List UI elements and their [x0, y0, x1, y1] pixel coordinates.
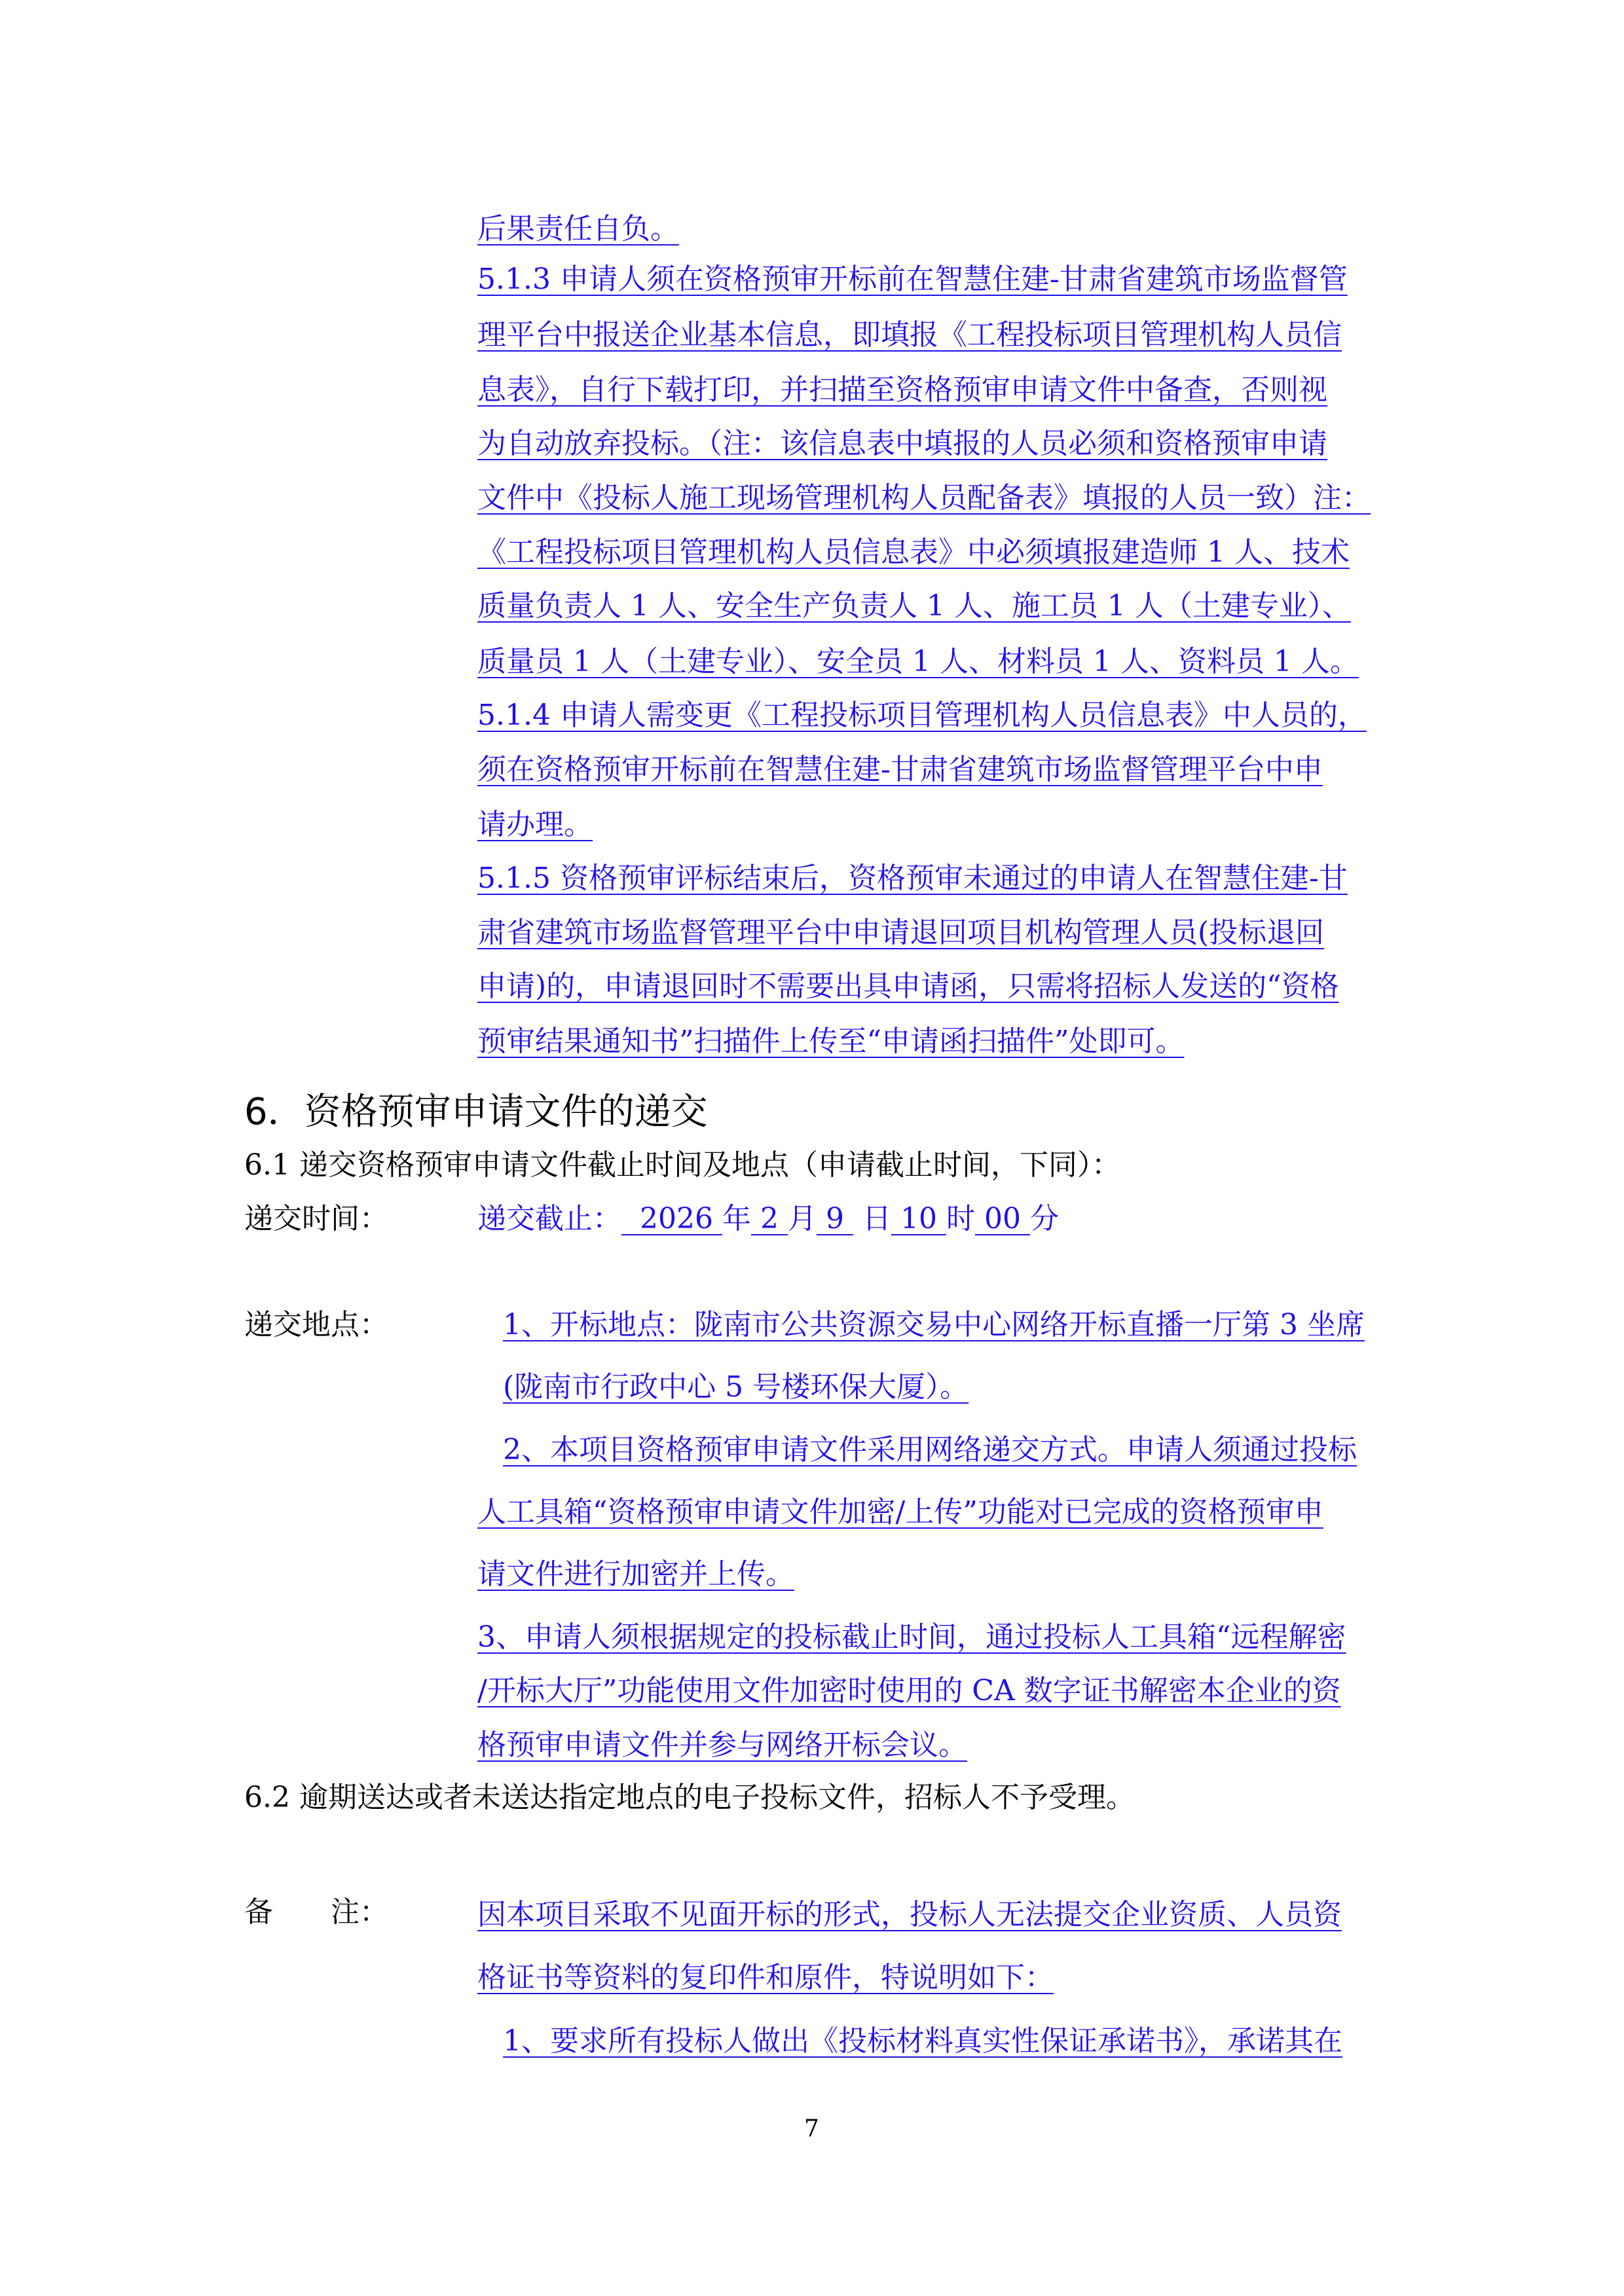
minute-blank: 00	[984, 1202, 1021, 1235]
submission-time-value	[477, 1201, 1376, 1237]
clause-line: 须在资格预审开标前在智慧住建-甘肃省建筑市场监督管理平台中申	[477, 753, 1323, 786]
clause-line: 请办理。	[477, 808, 593, 841]
month-blank: 2	[760, 1202, 779, 1235]
clause-line: 肃省建筑市场监督管理平台中申请退回项目机构管理人员(投标退回	[477, 916, 1325, 949]
clause-line: 质量负责人 1 人、安全生产负责人 1 人、施工员 1 人（土建专业）、	[477, 589, 1351, 623]
clause-5-1-3-line: 5.1.3 申请人须在资格预审开标前在智慧住建-甘肃省建筑市场监督管	[477, 263, 1348, 296]
clause-5-1-4-line: 5.1.4 申请人需变更《工程投标项目管理机构人员信息表》中人员的，	[477, 699, 1367, 732]
clause-line: 后果责任自负。	[477, 212, 679, 246]
clause-6-1: 6.1 递交资格预审申请文件截止时间及地点（申请截止时间，下同）：	[244, 1148, 1120, 1182]
clause-line: 《工程投标项目管理机构人员信息表》中必须填报建造师 1 人、技术	[477, 536, 1350, 569]
year-blank: 2026	[639, 1202, 713, 1235]
submission-place-label: 递交地点：	[244, 1308, 388, 1341]
remarks-line: 1、要求所有投标人做出《投标材料真实性保证承诺书》，承诺其在	[503, 2024, 1342, 2058]
hour-blank: 10	[900, 1202, 937, 1235]
page-number: 7	[804, 2115, 819, 2142]
remarks-label: 备 注：	[244, 1895, 388, 1929]
remarks-line: 因本项目采取不见面开标的形式，投标人无法提交企业资质、人员资	[477, 1898, 1342, 1931]
submission-time-label: 递交时间：	[244, 1202, 388, 1235]
place-line: 2、本项目资格预审申请文件采用网络递交方式。申请人须通过投标	[503, 1433, 1357, 1467]
day-blank: 9	[825, 1202, 844, 1235]
place-line: /开标大厅”功能使用文件加密时使用的 CA 数字证书解密本企业的资	[477, 1674, 1341, 1707]
clause-line: 理平台中报送企业基本信息，即填报《工程投标项目管理机构人员信	[477, 318, 1342, 352]
remarks-line: 格证书等资料的复印件和原件，特说明如下：	[477, 1961, 1054, 1994]
month-unit: 月	[787, 1202, 817, 1235]
clause-line: 申请)的，申请退回时不需要出具申请函，只需将招标人发送的“资格	[477, 970, 1339, 1003]
minute-unit: 分	[1029, 1202, 1059, 1235]
place-line: (陇南市行政中心 5 号楼环保大厦）。	[503, 1370, 969, 1404]
clause-line: 文件中《投标人施工现场管理机构人员配备表》填报的人员一致）注：	[477, 481, 1371, 515]
clause-line: 为自动放弃投标。（注：该信息表中填报的人员必须和资格预审申请	[477, 427, 1327, 460]
place-line: 格预审申请文件并参与网络开标会议。	[477, 1728, 967, 1762]
place-line: 1、开标地点：陇南市公共资源交易中心网络开标直播一厅第 3 坐席	[503, 1308, 1365, 1341]
clause-5-1-5-line: 5.1.5 资格预审评标结束后，资格预审未通过的申请人在智慧住建-甘	[477, 862, 1348, 895]
clause-line: 息表》，自行下载打印，并扫描至资格预审申请文件中备查，否则视	[477, 373, 1327, 407]
deadline-prefix: 递交截止：	[477, 1202, 621, 1235]
place-line: 人工具箱“资格预审申请文件加密/上传”功能对已完成的资格预审申	[477, 1495, 1323, 1529]
place-line: 3、申请人须根据规定的投标截止时间，通过投标人工具箱“远程解密	[477, 1620, 1346, 1654]
place-line: 请文件进行加密并上传。	[477, 1558, 794, 1591]
year-unit: 年	[722, 1202, 751, 1235]
clause-line: 质量员 1 人（土建专业）、安全员 1 人、材料员 1 人、资料员 1 人。	[477, 645, 1359, 678]
clause-line: 预审结果通知书”扫描件上传至“申请函扫描件”处即可。	[477, 1025, 1185, 1058]
section-6-heading: 6．资格预审申请文件的递交	[244, 1091, 708, 1133]
day-unit: 日	[862, 1202, 891, 1235]
hour-unit: 时	[946, 1202, 975, 1235]
clause-6-2: 6.2 逾期送达或者未送达指定地点的电子投标文件，招标人不予受理。	[244, 1781, 1135, 1814]
